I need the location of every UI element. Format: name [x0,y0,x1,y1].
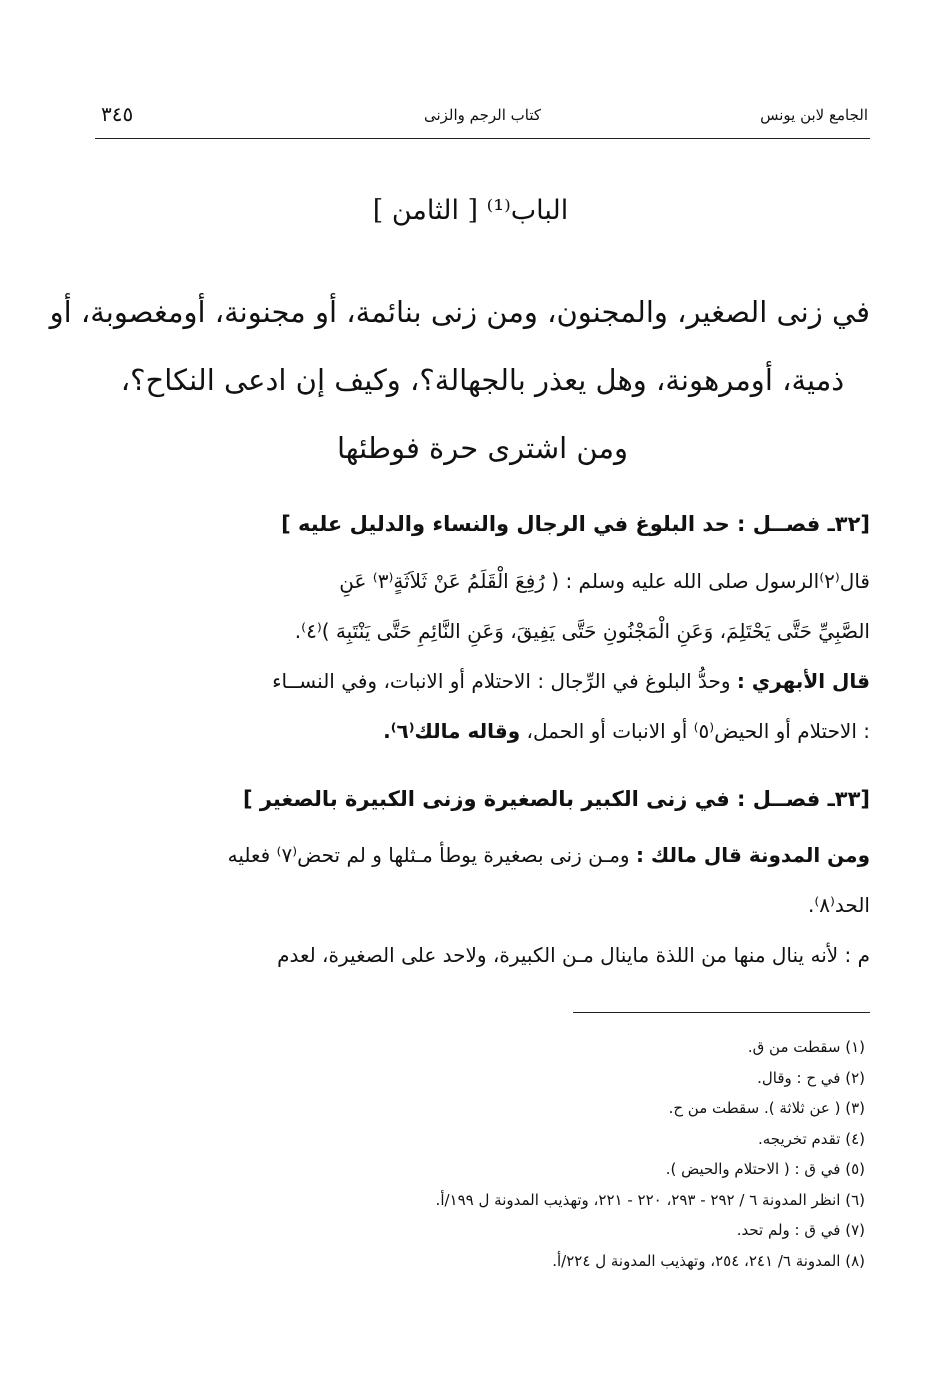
chapter-description-line: ذمية، أومرهونة، وهل يعذر بالجهالة؟، وكيف إن ادعى النكاح؟، [120,363,845,397]
hadith-line: الصَّبِيِّ حَتَّى يَحْتَلِمَ، وَعَنِ الْمَجْنُونِ حَتَّى يَفِيقَ، وَعَنِ النَّائِمِ حَتَّى يَنْتَبِهَ )⁽٤⁾. [294,619,870,643]
chapter-description [49,278,870,482]
section-32-hadith [95,556,870,656]
abhari-text: وحدُّ البلوغ في الرِّجال : الاحتلام أو الانبات، وفي النســاء [272,669,737,693]
footnote: (٨) المدونة ٦/ ٢٤١، ٢٥٤، وتهذيب المدونة ل ٢٢٤/أ. [552,1251,865,1270]
footnote: (٣) ( عن ثلاثة ). سقطت من ح. [668,1099,865,1117]
abhari-line-2 [95,706,870,756]
section-32-heading: [٣٢ـ فصــل : حد البلوغ في الرجال والنساء والدليل عليه ] [281,512,870,536]
header-book-title: الجامع لابن يونس [760,106,868,124]
abhari-label: قال الأبهري : [736,669,870,693]
mudawwana-line-1 [95,830,870,880]
mudawwana-text: ومـن زنى بصغيرة يوطأ مـثلها و لم تحض⁽٧⁾ فعليه [227,843,636,867]
abhari-text-2: : الاحتلام أو الحيض⁽٥⁾ أو الانبات أو الحمل، [520,719,870,743]
section-33-mudawwana [95,830,870,930]
footnote: (٥) في ق : ( الاحتلام والحيض ). [665,1160,865,1178]
footnotes [95,1032,865,1276]
chapter-description-line: في زنى الصغير، والمجنون، ومن زنى بنائمة، أو مجنونة، أومغصوبة، أو [49,295,870,329]
section-33-heading: [٣٣ـ فصــل : في زنى الكبير بالصغيرة وزنى الكبيرة بالصغير ] [242,787,870,811]
footnote: (٧) في ق : ولم تحد. [736,1221,865,1239]
hadith-line: قال⁽٢⁾الرسول صلى الله عليه وسلم : ( رُفِعَ الْقَلَمُ عَنْ ثَلاَثَةٍ⁽٣⁾ عَنِ [339,569,870,593]
abhari-line-1 [95,656,870,706]
header-section-title: كتاب الرجم والزنى [423,106,542,124]
footnote: (٤) تقدم تخريجه. [757,1129,865,1148]
section-33-commentary [95,930,870,980]
mudawwana-label: ومن المدونة قال مالك : [635,843,870,867]
commentary-line: م : لأنه ينال منها من اللذة ماينال مـن الكبيرة، ولاحد على الصغيرة، لعدم [277,943,870,967]
section-32-abhari [95,656,870,756]
footnote: (٦) انظر المدونة ٦ / ٢٩٢ - ٢٩٣، ٢٢٠ - ٢٢١، وتهذيب المدونة ل ١٩٩/أ. [435,1190,865,1209]
mudawwana-line-2: الحد⁽٨⁾. [807,893,870,917]
footnote-divider [573,1012,870,1013]
footnote: (١) سقطت من ق. [747,1038,865,1056]
chapter-title: الباب⁽¹⁾ [ الثامن ] [372,195,569,226]
footnote: (٢) في ح : وقال. [757,1068,865,1087]
malik-attribution: وقاله مالك⁽٦⁾. [383,719,521,743]
running-header [95,104,870,139]
page-number: ٣٤٥ [101,102,134,126]
chapter-description-line: ومن اشترى حرة فوطئها [336,431,629,465]
